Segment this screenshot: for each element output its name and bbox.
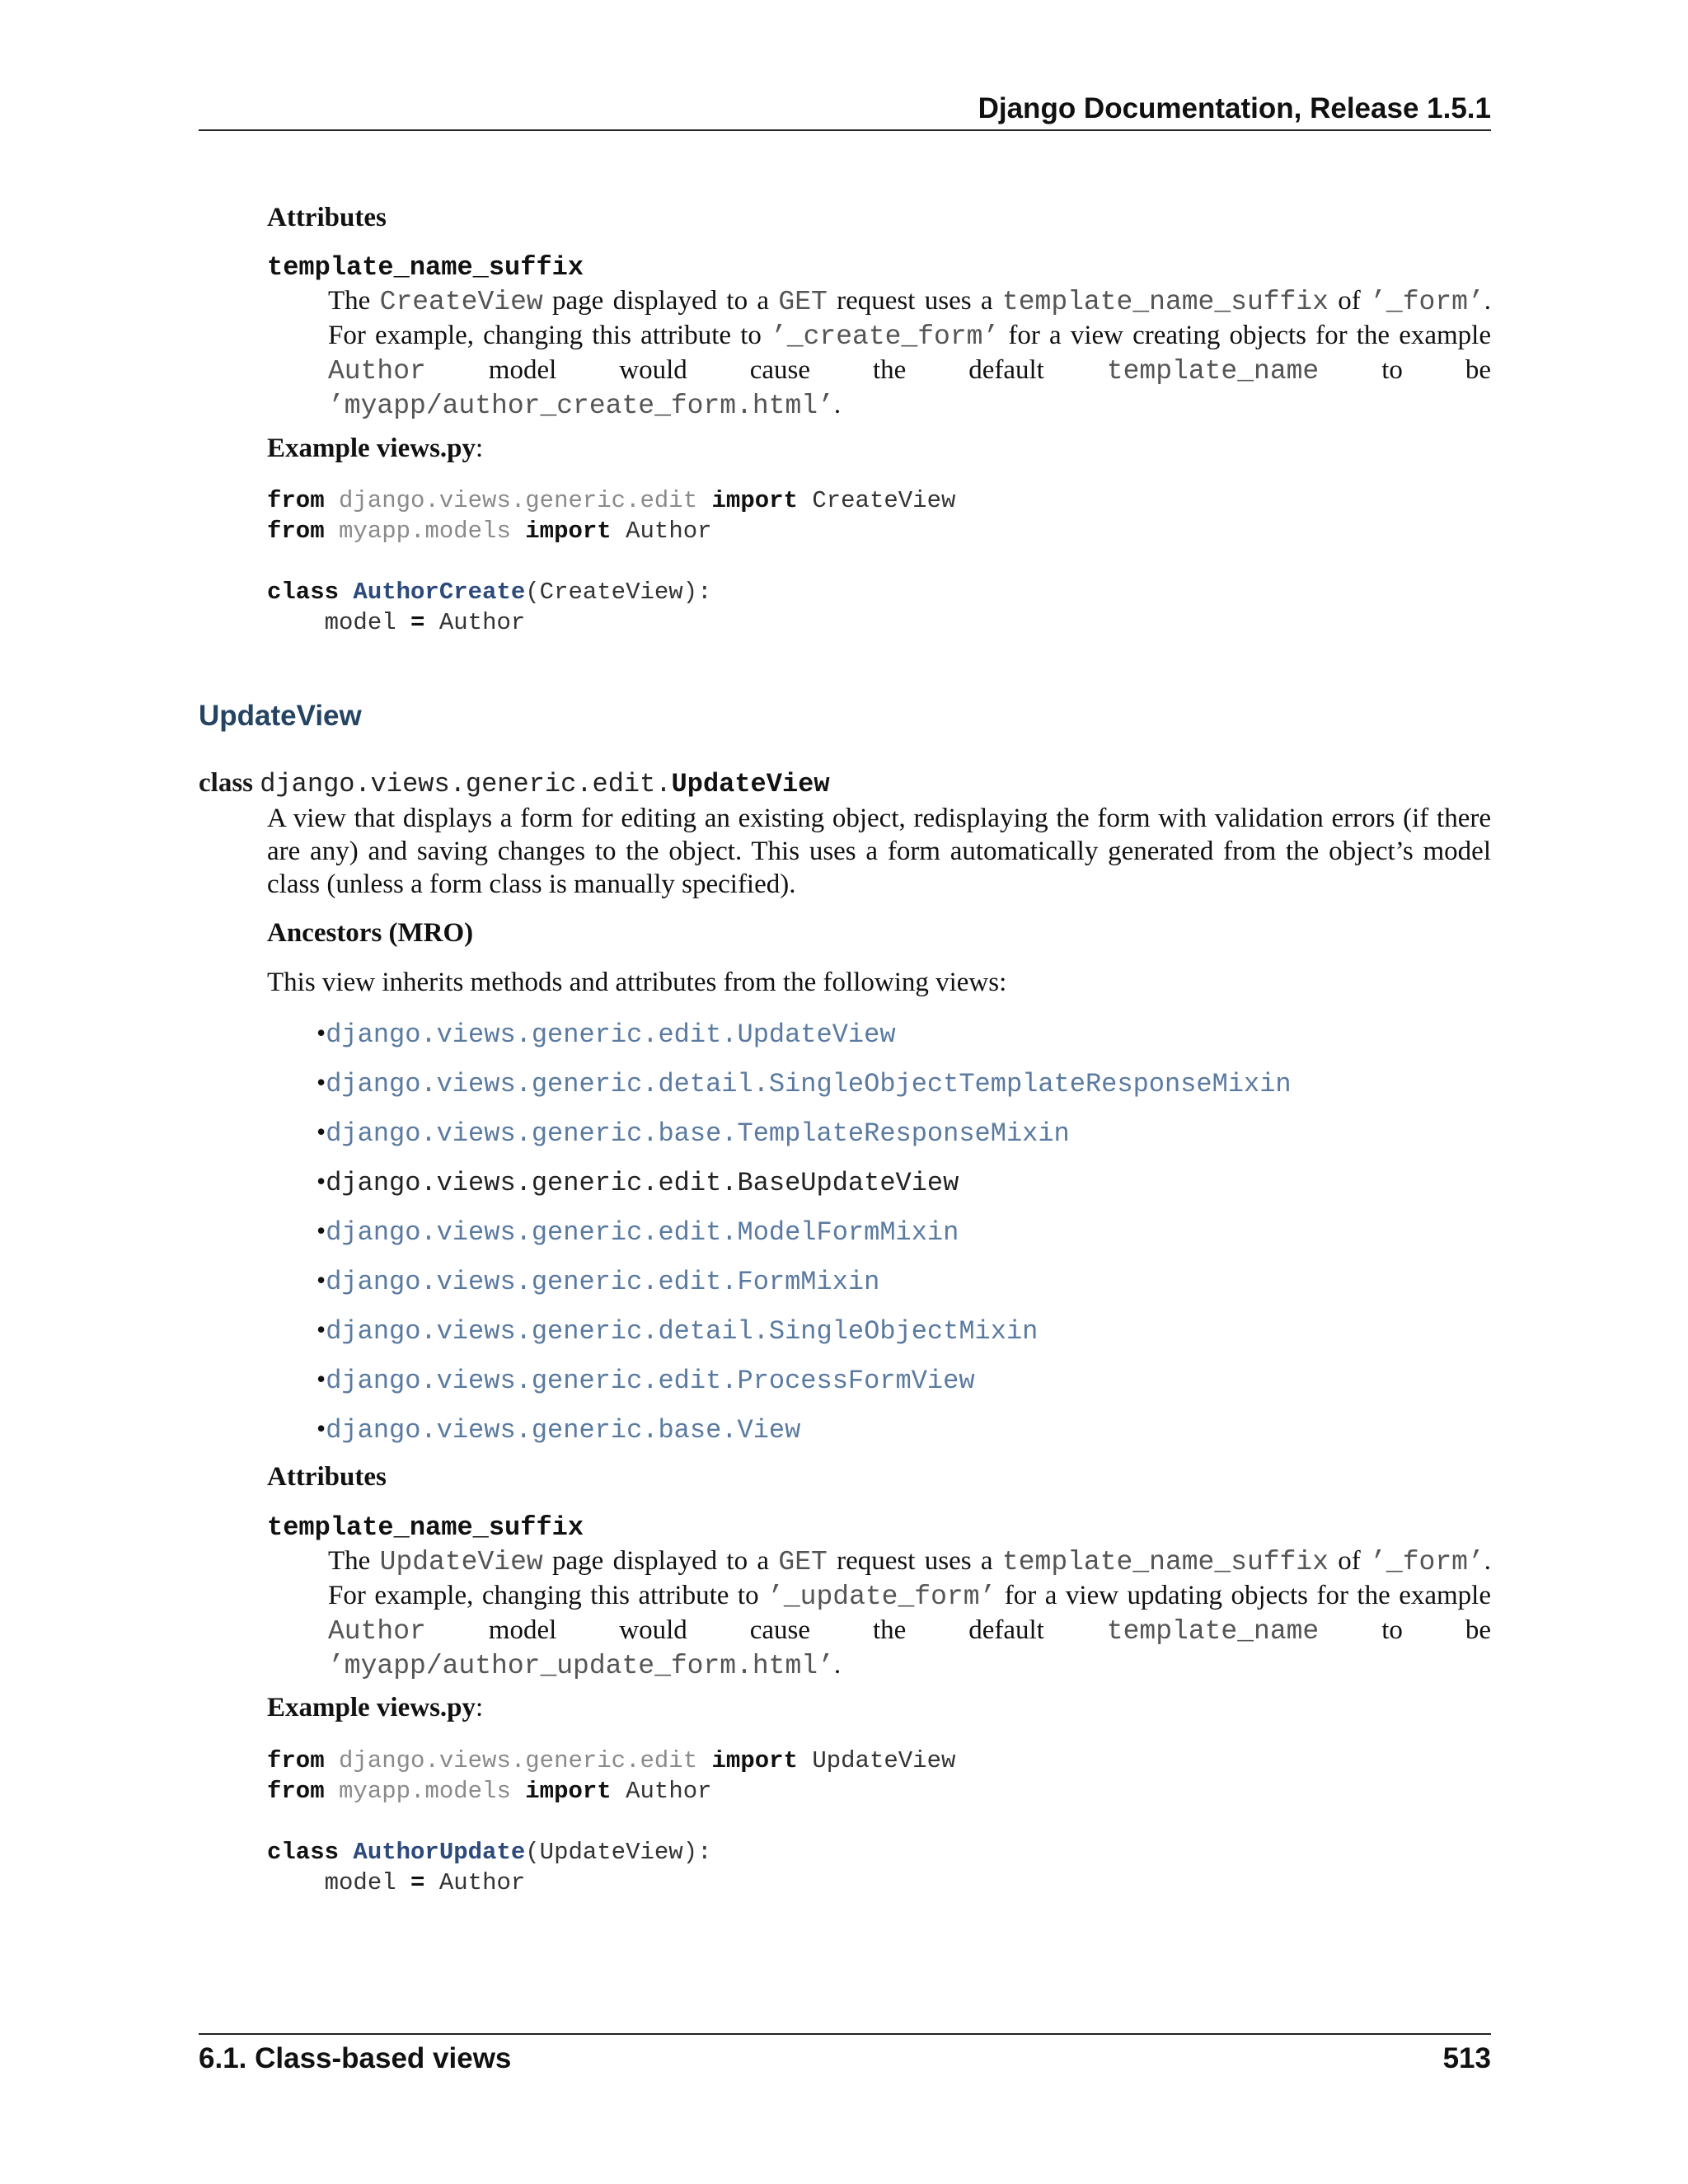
class-description: A view that displays a form for editing an existing object, redisplaying the form with validation errors (if there are any) and saving changes to the object. This uses a form automatically generated from the object’s model class (unless a form class is manually specified). <box>267 804 1491 899</box>
footer-rule <box>199 2033 1491 2035</box>
attributes-heading: Attributes <box>267 203 387 232</box>
list-item[interactable]: •django.views.generic.edit.FormMixin <box>316 1265 880 1297</box>
example-label: Example views.py: <box>267 1693 484 1722</box>
list-item[interactable]: •django.views.generic.base.TemplateResponseMixin <box>316 1117 1070 1149</box>
ancestors-heading: Ancestors (MRO) <box>267 918 474 948</box>
list-item[interactable]: •django.views.generic.base.View <box>316 1413 801 1446</box>
attributes-heading: Attributes <box>267 1462 387 1492</box>
footer-section: 6.1. Class-based views <box>199 2042 512 2074</box>
attribute-description: The CreateView page displayed to a GET request uses a template_name_suffix of ’_form’. For example, changing this attribute to ’_create_form’ for a view creating objects for the example Author model would cause the default template_name to be ’myapp/author_create_form.html’. <box>328 286 1492 421</box>
example-label: Example views.py: <box>267 434 484 463</box>
attribute-description: The UpdateView page displayed to a GET request uses a template_name_suffix of ’_form’. For example, changing this attribute to ’_update_form’ for a view updating objects for the example Author model would cause the default template_name to be ’myapp/author_update_form.html’. <box>328 1546 1491 1681</box>
list-item: •django.views.generic.edit.BaseUpdateView <box>316 1166 959 1198</box>
header-rule <box>199 129 1491 131</box>
running-header-title: Django Documentation, Release 1.5.1 <box>978 92 1491 124</box>
list-item[interactable]: •django.views.generic.edit.ModelFormMixin <box>316 1216 959 1248</box>
page-number: 513 <box>1442 2042 1491 2074</box>
code-block: from django.views.generic.edit import CreateView from myapp.models import Author class AuthorCreate(CreateView): model = Author <box>267 487 956 636</box>
ancestors-list <box>316 1016 1292 1461</box>
section-title: UpdateView <box>199 700 362 732</box>
ancestors-intro: This view inherits methods and attributes from the following views: <box>267 968 1007 997</box>
code-block: from django.views.generic.edit import UpdateView from myapp.models import Author class AuthorUpdate(UpdateView): model = Author <box>267 1747 956 1896</box>
list-item[interactable]: •django.views.generic.detail.SingleObjectTemplateResponseMixin <box>316 1067 1292 1099</box>
attribute-name: template_name_suffix <box>267 1512 584 1543</box>
list-item[interactable]: •django.views.generic.detail.SingleObjectMixin <box>316 1315 1039 1347</box>
class-signature: class django.views.generic.edit.UpdateView <box>199 768 830 799</box>
list-item[interactable]: •django.views.generic.edit.UpdateView <box>316 1018 896 1050</box>
attribute-name: template_name_suffix <box>267 252 584 283</box>
list-item[interactable]: •django.views.generic.edit.ProcessFormView <box>316 1364 975 1396</box>
